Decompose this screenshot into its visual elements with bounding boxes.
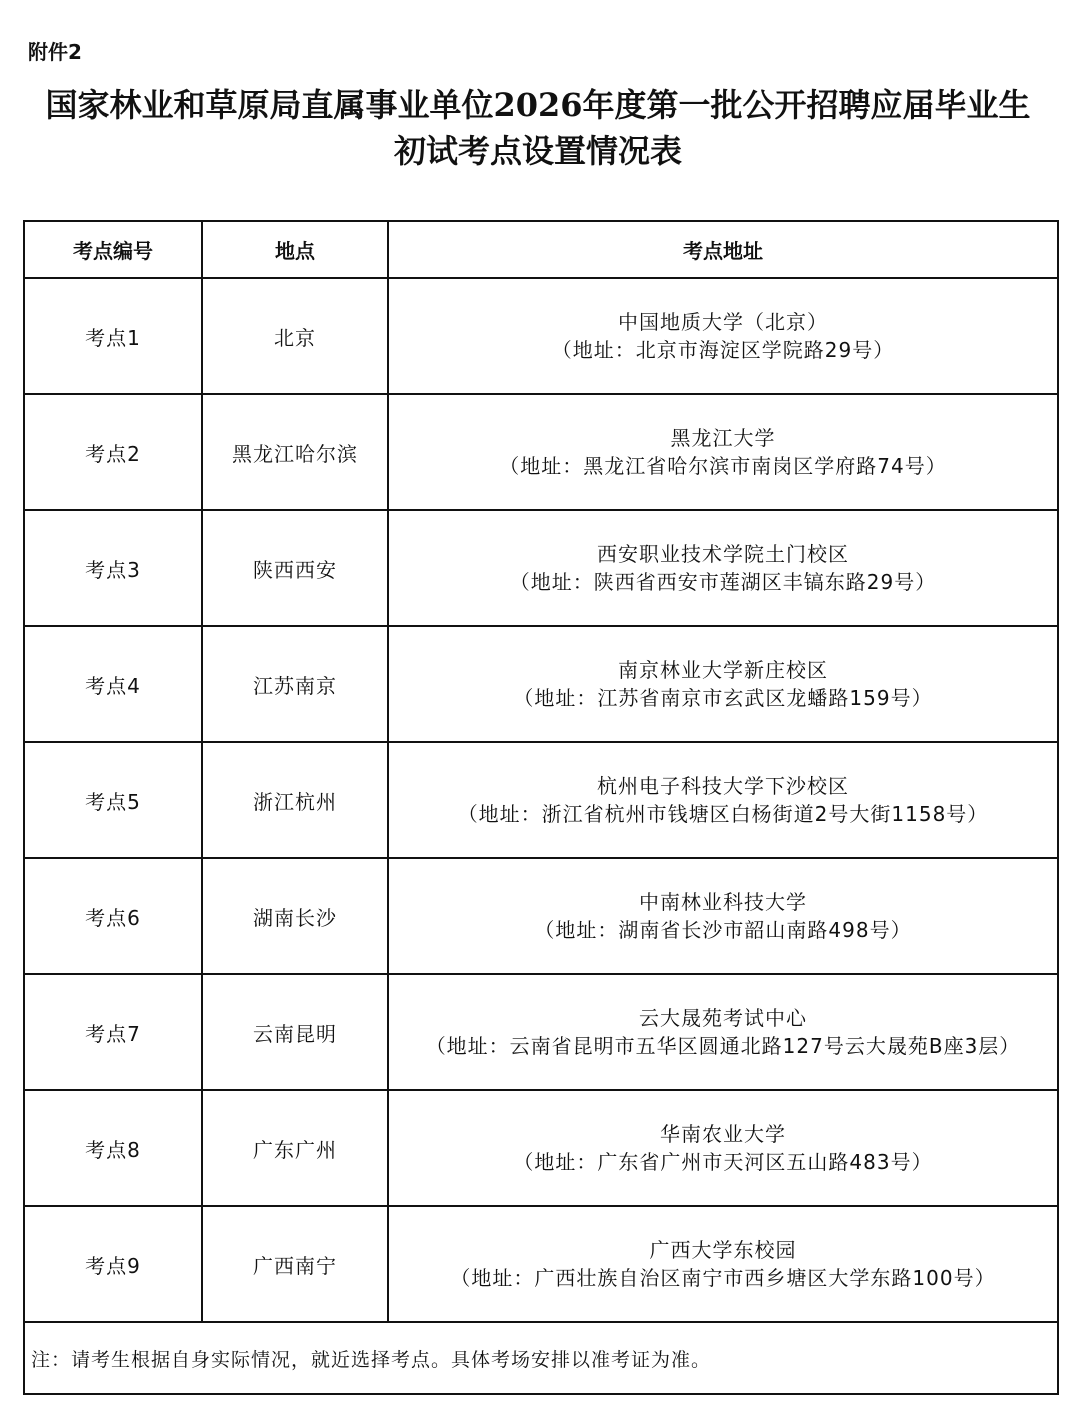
venue-name: 云大晟苑考试中心 <box>639 1006 807 1030</box>
site-address-cell <box>388 1206 1058 1322</box>
site-location: 北京 <box>202 278 388 394</box>
site-id: 考点6 <box>24 858 202 974</box>
site-location: 云南昆明 <box>202 974 388 1090</box>
venue-address: （地址：黑龙江省哈尔滨市南岗区学府路74号） <box>499 454 947 478</box>
header-location: 地点 <box>202 221 388 278</box>
site-id: 考点2 <box>24 394 202 510</box>
site-address-cell <box>388 1090 1058 1206</box>
venue-address: （地址：北京市海淀区学院路29号） <box>551 338 895 362</box>
venue-name: 中国地质大学（北京） <box>618 310 828 334</box>
venue-name: 西安职业技术学院土门校区 <box>597 542 849 566</box>
site-address-cell <box>388 278 1058 394</box>
site-id: 考点7 <box>24 974 202 1090</box>
table-row <box>24 1206 1058 1322</box>
site-location: 陕西西安 <box>202 510 388 626</box>
site-location: 江苏南京 <box>202 626 388 742</box>
table-row <box>24 858 1058 974</box>
site-id: 考点3 <box>24 510 202 626</box>
venue-name: 中南林业科技大学 <box>639 890 807 914</box>
site-id: 考点9 <box>24 1206 202 1322</box>
site-id: 考点1 <box>24 278 202 394</box>
venue-address: （地址：广东省广州市天河区五山路483号） <box>513 1150 933 1174</box>
site-address-cell <box>388 626 1058 742</box>
table-row <box>24 394 1058 510</box>
table-row <box>24 1090 1058 1206</box>
table-header-row <box>24 221 1058 278</box>
header-address: 考点地址 <box>388 221 1058 278</box>
document-title-line-2: 初试考点设置情况表 <box>393 132 682 170</box>
venue-name: 南京林业大学新庄校区 <box>618 658 828 682</box>
venue-address: （地址：湖南省长沙市韶山南路498号） <box>534 918 912 942</box>
site-address-cell <box>388 858 1058 974</box>
table-row <box>24 626 1058 742</box>
exam-sites-table <box>23 220 1059 1395</box>
site-address-cell <box>388 974 1058 1090</box>
table-row <box>24 278 1058 394</box>
site-address-cell <box>388 742 1058 858</box>
venue-name: 华南农业大学 <box>660 1122 786 1146</box>
site-location: 湖南长沙 <box>202 858 388 974</box>
site-id: 考点5 <box>24 742 202 858</box>
site-location: 广西南宁 <box>202 1206 388 1322</box>
attachment-label: 附件2 <box>28 40 82 64</box>
table-note-row <box>24 1322 1058 1394</box>
venue-address: （地址：江苏省南京市玄武区龙蟠路159号） <box>513 686 933 710</box>
venue-address: （地址：浙江省杭州市钱塘区白杨街道2号大街1158号） <box>457 802 989 826</box>
venue-name: 杭州电子科技大学下沙校区 <box>597 774 849 798</box>
site-location: 广东广州 <box>202 1090 388 1206</box>
venue-address: （地址：陕西省西安市莲湖区丰镐东路29号） <box>509 570 937 594</box>
venue-address: （地址：云南省昆明市五华区圆通北路127号云大晟苑B座3层） <box>425 1034 1021 1058</box>
venue-name: 广西大学东校园 <box>649 1238 797 1262</box>
site-id: 考点4 <box>24 626 202 742</box>
site-address-cell <box>388 394 1058 510</box>
venue-name: 黑龙江大学 <box>670 426 776 450</box>
document-title-line-1: 国家林业和草原局直属事业单位2026年度第一批公开招聘应届毕业生 <box>45 86 1031 124</box>
venue-address: （地址：广西壮族自治区南宁市西乡塘区大学东路100号） <box>450 1266 996 1290</box>
table-note: 注：请考生根据自身实际情况，就近选择考点。具体考场安排以准考证为准。 <box>24 1322 1058 1394</box>
site-location: 浙江杭州 <box>202 742 388 858</box>
table-row <box>24 974 1058 1090</box>
site-id: 考点8 <box>24 1090 202 1206</box>
header-site-id: 考点编号 <box>24 221 202 278</box>
site-location: 黑龙江哈尔滨 <box>202 394 388 510</box>
table-row <box>24 742 1058 858</box>
site-address-cell <box>388 510 1058 626</box>
table-row <box>24 510 1058 626</box>
